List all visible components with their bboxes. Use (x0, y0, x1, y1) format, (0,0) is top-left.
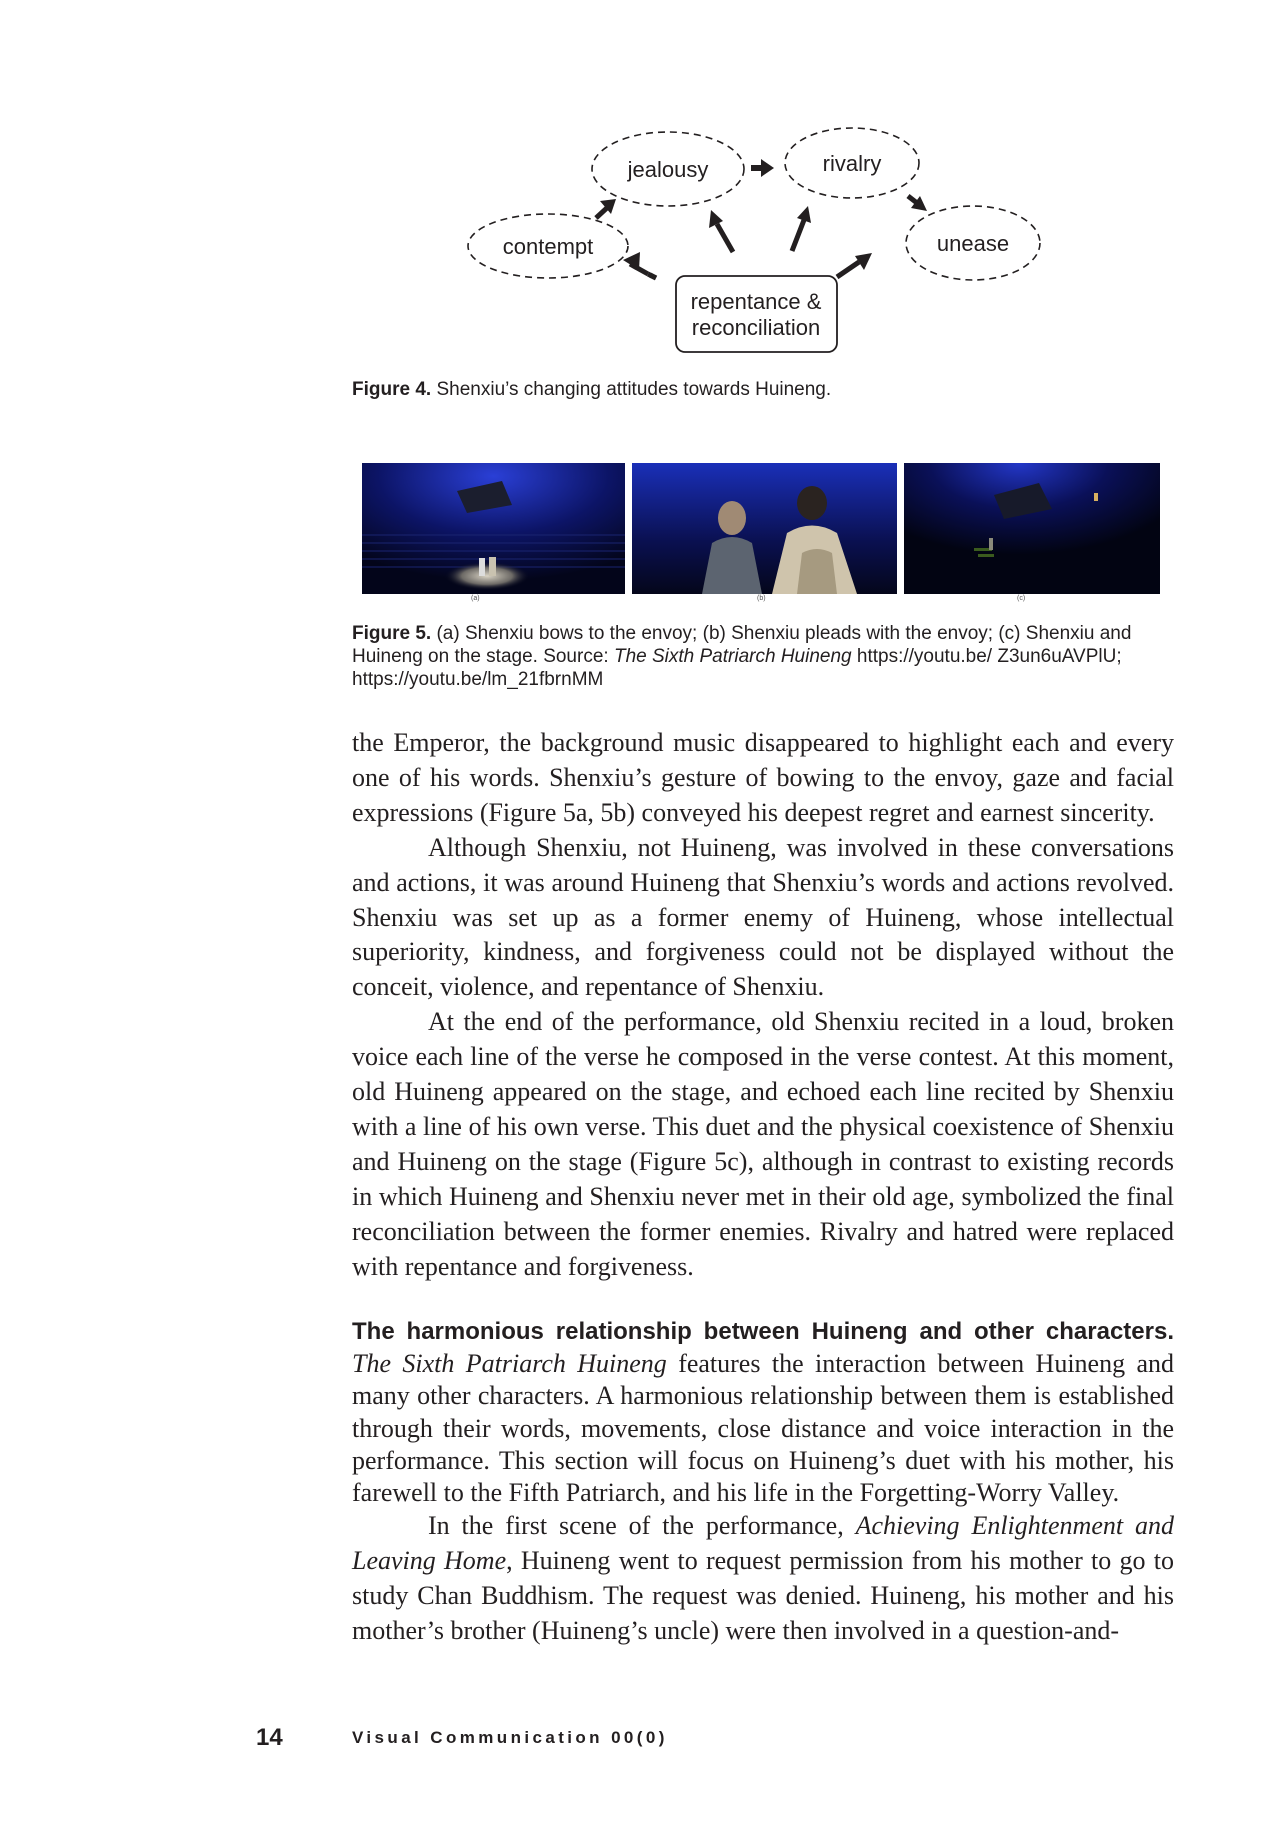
body-text-block-1 (352, 726, 1174, 1285)
arrow-contempt-to-jealousy (596, 199, 616, 218)
figure-5b-photo (632, 463, 897, 594)
arrow-center-to-jealousy (709, 210, 733, 252)
paragraph-1: the Emperor, the background music disappeared to highlight each and every one of his words. Shenxiu’s gesture of bowing to the envoy, gaze and facial expressions (Figure 5a, 5b) conveyed his deepest regret and earnest sincerity. (352, 728, 1174, 827)
section-heading: The harmonious relationship between Huineng and other characters. (352, 1318, 1174, 1345)
figure-4-diagram (0, 0, 1285, 370)
figure-5b-label: (b) (757, 595, 766, 602)
node-rivalry (785, 128, 919, 198)
arrow-rivalry-to-unease (908, 196, 927, 211)
arrow-center-to-unease (837, 253, 872, 277)
figure-5-caption (352, 622, 1172, 691)
body-text-block-2 (352, 1315, 1174, 1649)
figure-5-caption-text: (a) Shenxiu bows to the envoy; (b) Shenxiu pleads with the envoy; (c) Shenxiu and Huineng on the stage. Source: (352, 623, 1132, 667)
figure-5-caption-label: Figure 5. (352, 623, 432, 644)
figure-5-caption-tail: https://youtu.be/ Z3un6uAVPlU; https://youtu.be/lm_21fbrnMM (352, 646, 1122, 690)
figure-4-caption-text: Shenxiu’s changing attitudes towards Huineng. (436, 379, 832, 400)
figure-4-caption-label: Figure 4. (352, 379, 432, 400)
paragraph-2: Although Shenxiu, not Huineng, was involved in these conversations and actions, it was around Huineng that Shenxiu’s words and actions revolved. Shenxiu was set up as a former enemy of Huineng, whose intellectual superiority, kindness, and forgiveness could not be displayed without the conceit, violence, and repentance of Shenxiu. (352, 832, 1174, 1002)
node-jealousy (592, 132, 744, 206)
paragraph-5-a: In the first scene of the performance, (428, 1511, 856, 1541)
node-unease-label: unease (936, 231, 1010, 256)
node-repentance-reconciliation (676, 276, 837, 352)
paragraph-4-italic: The Sixth Patriarch Huineng (352, 1349, 667, 1379)
node-unease (906, 206, 1040, 280)
paragraph-4-text: features the interaction between Huineng and many other characters. A harmonious relationship between them is established through their words, movements, close distance and voice interaction in the performance. This section will focus on Huineng’s duet with his mother, his farewell to the Fifth Patriarch, and his life in the Forgetting-Worry Valley. (352, 1349, 1174, 1508)
arrow-jealousy-to-rivalry (751, 159, 774, 177)
node-contempt-label: contempt (502, 234, 594, 259)
running-footer-journal: Visual Communication 00(0) (352, 1728, 668, 1747)
page-number: 14 (256, 1724, 283, 1751)
node-center-line1: repentance & (690, 289, 822, 314)
paragraph-3: At the end of the performance, old Shenxiu recited in a loud, broken voice each line of the verse he composed in the verse contest. At this moment, old Huineng appeared on the stage, and echoed each line recited by Shenxiu with a line of his own verse. This duet and the physical coexistence of Shenxiu and Huineng on the stage (Figure 5c), although in contrast to existing records in which Huineng and Shenxiu never met in their old age, symbolized the final reconciliation between the former enemies. Rivalry and hatred were replaced with repentance and forgiveness. (352, 1007, 1174, 1281)
figure-5a-photo (362, 463, 625, 594)
figure-5c-photo (904, 463, 1160, 594)
node-rivalry-label: rivalry (822, 151, 882, 176)
paragraph-5-italic: Achieving Enlightenment and Leaving Home (352, 1511, 1174, 1576)
node-center-line2: reconciliation (691, 315, 821, 340)
node-contempt (468, 214, 628, 278)
figure-5c-label: (c) (1017, 595, 1026, 602)
paragraph-5-b: , Huineng went to request permission from his mother to go to study Chan Buddhism. The request was denied. Huineng, his mother and his mother’s brother (Huineng’s uncle) were then involved in a question-and- (352, 1546, 1174, 1645)
figure-5-caption-italic: The Sixth Patriarch Huineng (613, 646, 852, 667)
figure-4-caption (352, 378, 1172, 401)
paragraph-4 (352, 1315, 1174, 1509)
figure-5a-label: (a) (471, 595, 480, 602)
arrow-center-to-rivalry (792, 206, 811, 251)
paragraph-5 (352, 1509, 1174, 1649)
arrow-center-to-contempt (623, 252, 657, 279)
node-jealousy-label: jealousy (627, 157, 709, 182)
